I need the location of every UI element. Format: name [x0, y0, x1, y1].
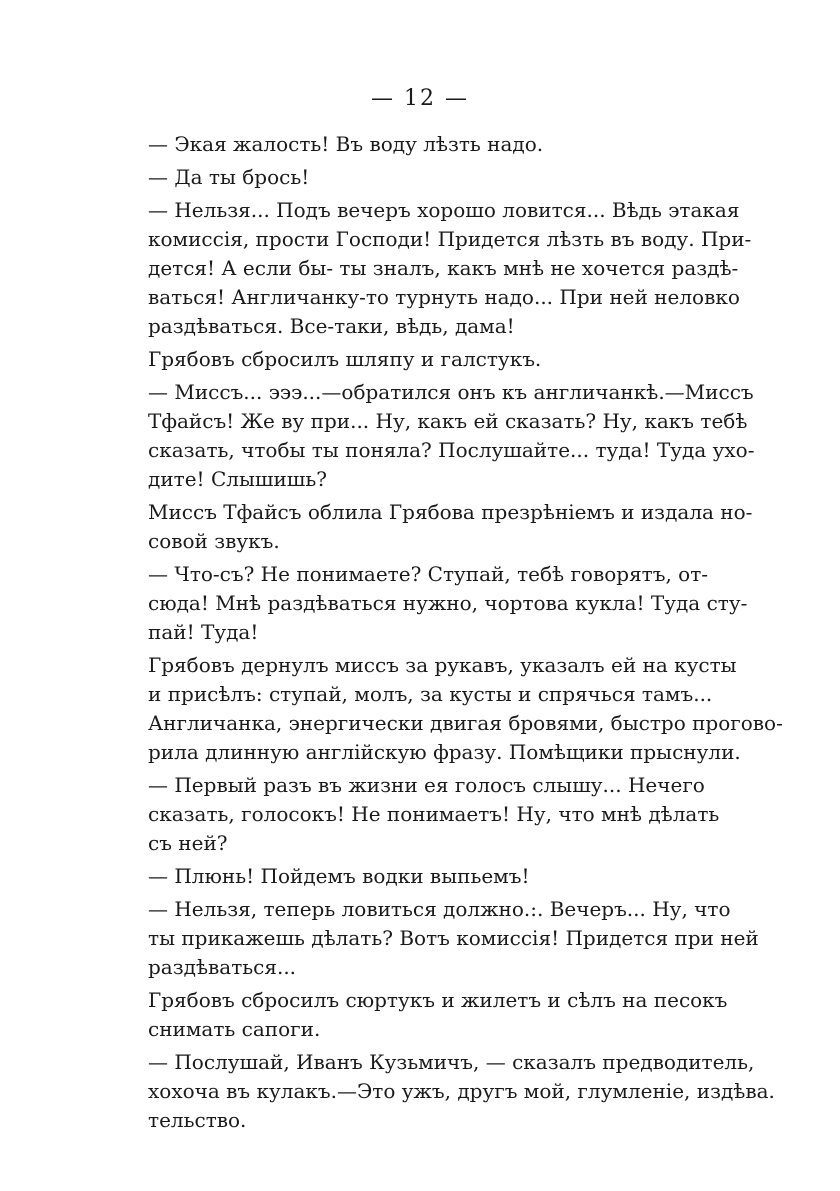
text-line: — Что-съ? Не понимаете? Ступай, тебѣ говорятъ, от-: [148, 562, 709, 586]
text-line: рила длинную англійскую фразу. Помѣщики прыснули.: [148, 740, 741, 764]
paragraph: [148, 196, 752, 341]
paragraph: [148, 651, 783, 767]
text-line: — Послушай, Иванъ Кузьмичъ, — сказалъ предводитель,: [148, 1050, 755, 1074]
paragraph: [148, 560, 748, 647]
text-line: — Первый разъ въ жизни ея голосъ слышу... Нечего: [148, 773, 705, 797]
paragraph: [148, 130, 694, 159]
text-line: — Экая жалость! Въ воду лѣзть надо.: [148, 132, 544, 156]
text-line: Тфайсъ! Же ву при... Ну, какъ ей сказать? Ну, какъ тебѣ: [148, 409, 748, 433]
paragraph: [148, 498, 753, 556]
text-line: Грябовъ сбросилъ сюртукъ и жилетъ и сѣлъ на песокъ: [148, 988, 728, 1012]
paragraph: [148, 862, 694, 891]
text-line: — Нельзя, теперь ловиться должно.:. Вечеръ... Ну, что: [148, 897, 731, 921]
text-line: Грябовъ сбросилъ шляпу и галстукъ.: [148, 347, 542, 371]
page-number-header: — 12 —: [371, 86, 469, 111]
text-line: раздѣваться. Все-таки, вѣдь, дама!: [148, 314, 515, 338]
text-line: ты прикажешь дѣлать? Вотъ комиссія! Придется при ней: [148, 926, 759, 950]
text-line: пай! Туда!: [148, 620, 259, 644]
text-line: дите! Слышишь?: [148, 467, 327, 491]
paragraph: [148, 771, 720, 858]
paragraph: [148, 378, 755, 494]
text-line: тельство.: [148, 1108, 247, 1132]
paragraph: [148, 345, 694, 374]
paragraph: [148, 163, 694, 192]
text-line: комиссія, прости Господи! Придется лѣзть въ воду. При-: [148, 227, 752, 251]
text-line: ваться! Англичанку-то турнуть надо... При ней неловко: [148, 285, 740, 309]
text-line: и присѣлъ: ступай, молъ, за кусты и спрячься тамъ...: [148, 682, 713, 706]
paragraph: [148, 1048, 775, 1135]
text-line: сказать, голосокъ! Не понимаетъ! Ну, что мнѣ дѣлать: [148, 802, 720, 826]
text-line: раздѣваться...: [148, 955, 297, 979]
text-line: съ ней?: [148, 831, 228, 855]
text-line: Миссъ Тфайсъ облила Грябова презрѣніемъ и издала но-: [148, 500, 753, 524]
body-text: [148, 130, 783, 1139]
paragraph: [148, 986, 728, 1044]
paragraph: [148, 895, 759, 982]
text-line: сказать, чтобы ты поняла? Послушайте... туда! Туда ухо-: [148, 438, 755, 462]
text-line: — Нельзя... Подъ вечеръ хорошо ловится... Вѣдь этакая: [148, 198, 740, 222]
text-line: — Миссъ... эээ...—обратился онъ къ англичанкѣ.—Миссъ: [148, 380, 754, 404]
text-line: — Плюнь! Пойдемъ водки выпьемъ!: [148, 864, 530, 888]
text-line: — Да ты брось!: [148, 165, 310, 189]
text-line: Грябовъ дернулъ миссъ за рукавъ, указалъ ей на кусты: [148, 653, 737, 677]
text-line: сюда! Мнѣ раздѣваться нужно, чортова кукла! Туда сту-: [148, 591, 748, 615]
text-line: Англичанка, энергически двигая бровями, быстро прогово-: [148, 711, 783, 735]
text-line: совой звукъ.: [148, 529, 280, 553]
text-line: дется! А если бы- ты зналъ, какъ мнѣ не хочется раздѣ-: [148, 256, 739, 280]
text-line: хохоча въ кулакъ.—Это ужъ, другъ мой, глумленіе, издѣва.: [148, 1079, 775, 1103]
text-line: снимать сапоги.: [148, 1017, 321, 1041]
